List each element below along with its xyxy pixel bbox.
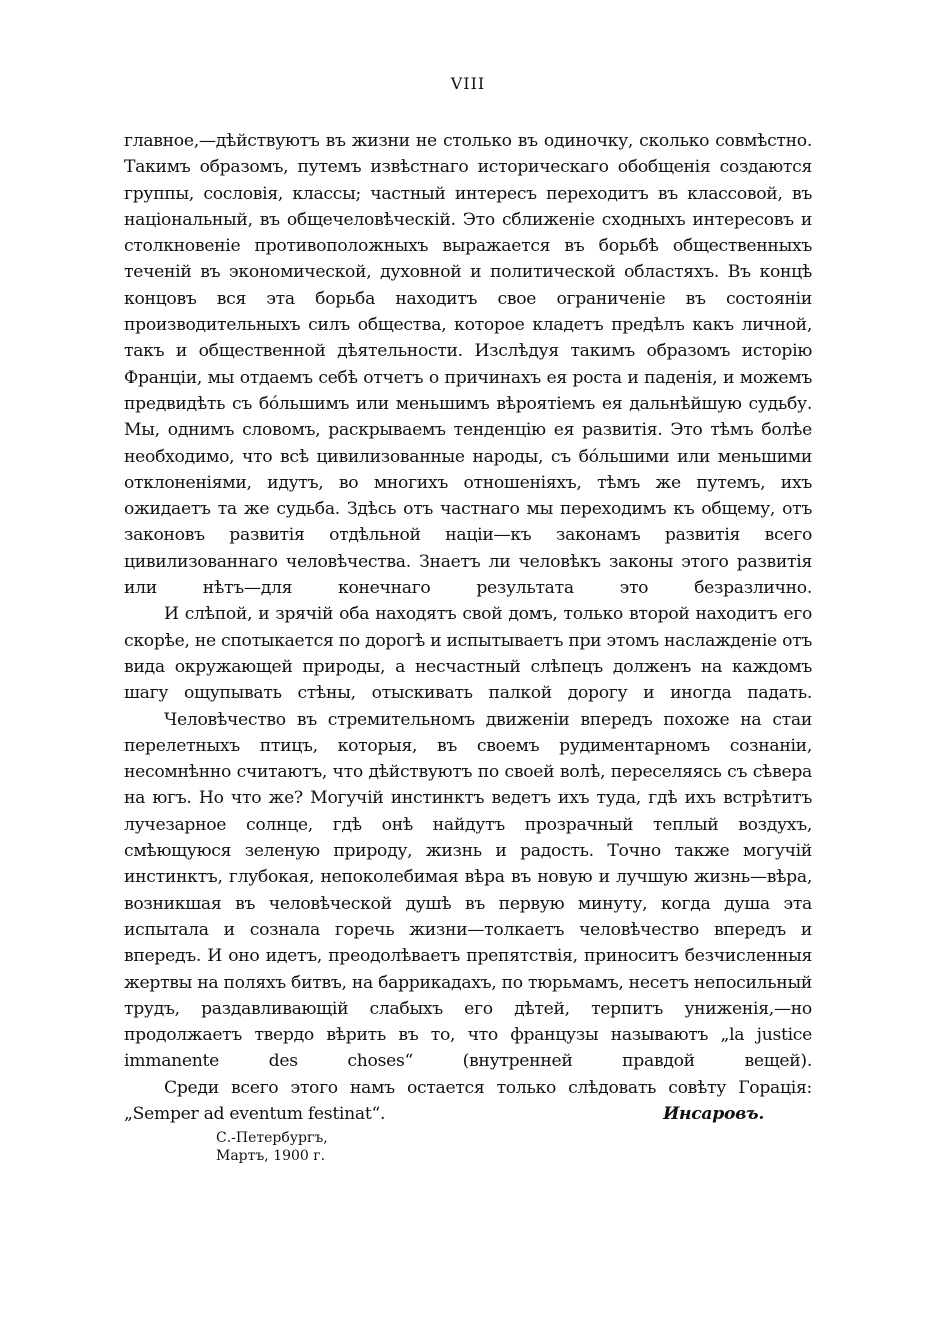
place: С.-Петербургъ, [216,1130,328,1147]
body-text [124,128,812,1165]
latin-quote: „Semper ad eventum festinat“. [124,1103,386,1124]
paragraph-4: Среди всего этого намъ остается только слѣдовать совѣту Горація: [164,1077,812,1098]
paragraph-3: Человѣчество въ стремительномъ движеніи впередъ похоже на стаи перелетныхъ птицъ, которыя, въ своемъ рудиментарномъ сознаніи, несомнѣнно считаютъ, что дѣйствуютъ по своей волѣ, переселяясь съ сѣвера на югъ. Но что же? Могучій инстинктъ ведетъ ихъ туда, гдѣ ихъ встрѣтитъ лучезарное солнце, гдѣ онѣ найдутъ прозрачный теплый воздухъ, смѣющуюся зеленую природу, жизнь и радость. Точно также могучій инстинктъ, глубокая, непоколебимая вѣра въ новую и лучшую жизнь—вѣра, возникшая въ человѣческой душѣ въ первую минуту, когда душа эта испытала и сознала горечь жизни—толкаетъ человѣчество впередъ и впередъ. И оно идетъ, преодолѣваетъ препятствія, приноситъ безчисленныя жертвы на поляхъ битвъ, на баррикадахъ, по тюрьмамъ, несетъ непосильный трудъ, раздавливающій слабыхъ его дѣтей, терпитъ униженія,—но продолжаетъ твердо вѣрить въ то, что французы называютъ „la justice immanente des choses“ (внутренней правдой вещей). [124,709,812,1072]
paragraph-2: И слѣпой, и зрячій оба находятъ свой домъ, только второй находитъ его скорѣе, не спотыкается по дорогѣ и испытываетъ при этомъ наслажденіе отъ вида окружающей природы, а несчастный слѣпецъ долженъ на каждомъ шагу ощупывать стѣны, отыскивать палкой дорогу и иногда падать. [124,604,812,704]
place-and-date [216,1129,812,1165]
author-signature: Инсаровъ. [663,1103,764,1124]
paragraph-1: главное,—дѣйствуютъ въ жизни не столько въ одиночку, сколько совмѣстно. Такимъ образомъ, путемъ извѣстнаго историческаго обобщенія создаются группы, сословія, классы; частный интересъ переходитъ въ классовой, въ національный, въ общечеловѣческій. Это сближеніе сходныхъ интересовъ и столкновеніе противоположныхъ выражается въ борьбѣ общественныхъ теченій въ экономической, духовной и политической областяхъ. Въ концѣ концовъ вся эта борьба находитъ свое ограниченіе въ состояніи производительныхъ силъ общества, которое кладетъ предѣлъ какъ личной, такъ и общественной дѣятельности. Изслѣдуя такимъ образомъ исторію Франціи, мы отдаемъ себѣ отчетъ о причинахъ ея роста и паденія, и можемъ предвидѣть съ бóльшимъ или меньшимъ вѣроятіемъ ея дальнѣйшую судьбу. Мы, однимъ словомъ, раскрываемъ тенденцію ея развитія. Это тѣмъ болѣе необходимо, что всѣ цивилизованные народы, съ бóльшими или меньшими отклоненіями, идутъ, во многихъ отношеніяхъ, тѣмъ же путемъ, ихъ ожидаетъ та же судьба. Здѣсь отъ частнаго мы переходимъ къ общему, отъ законовъ развитія отдѣльной націи—къ законамъ развитія всего цивилизованнаго человѣчества. Знаетъ ли человѣкъ законы этого развитія или нѣтъ—для конечнаго результата это безразлично. [124,131,812,599]
page-number: VIII [450,74,486,93]
date: Мартъ, 1900 г. [216,1148,326,1165]
quote-signature-line [124,1101,812,1127]
